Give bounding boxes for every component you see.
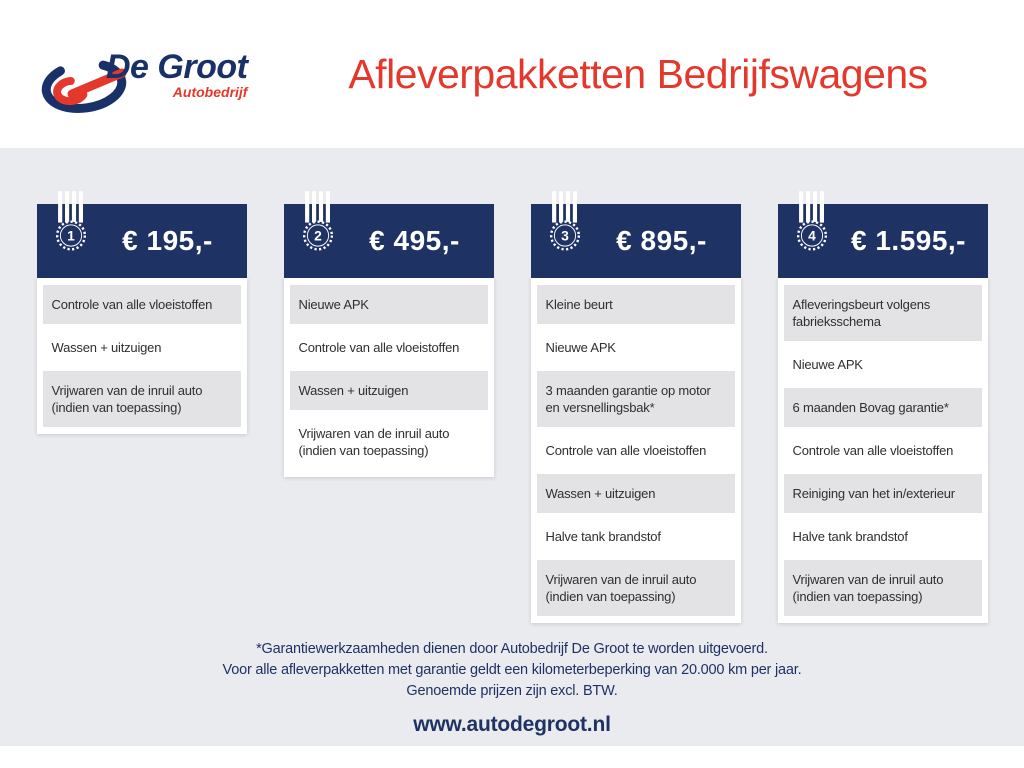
package-card-4 <box>778 204 988 623</box>
package-item: Controle van alle vloeistoffen <box>43 285 241 324</box>
package-item: Controle van alle vloeistoffen <box>784 431 982 470</box>
package-price: € 1.595,- <box>850 225 967 256</box>
package-card-2 <box>284 204 494 477</box>
medal-1-icon <box>47 191 95 256</box>
package-header-2 <box>284 204 494 278</box>
package-item: Halve tank brandstof <box>537 517 735 556</box>
package-header-1 <box>37 204 247 278</box>
svg-text:2: 2 <box>313 227 322 244</box>
package-columns <box>0 204 1024 623</box>
package-item: Vrijwaren van de inruil auto (indien van toepassing) <box>290 414 488 470</box>
package-item: Afleveringsbeurt volgens fabrieksschema <box>784 285 982 341</box>
package-card-3 <box>531 204 741 623</box>
bottom-strip <box>0 746 1024 768</box>
package-item: Nieuwe APK <box>537 328 735 367</box>
package-item: Controle van alle vloeistoffen <box>537 431 735 470</box>
package-item: Wassen + uitzuigen <box>537 474 735 513</box>
package-item: 6 maanden Bovag garantie* <box>784 388 982 427</box>
logo-company-name: De Groot <box>106 48 248 86</box>
package-items-4 <box>778 278 988 623</box>
package-price: € 495,- <box>369 225 460 256</box>
package-item: Reiniging van het in/exterieur <box>784 474 982 513</box>
package-item: Vrijwaren van de inruil auto (indien van toepassing) <box>537 560 735 616</box>
page-title: Afleverpakketten Bedrijfswagens <box>348 50 928 97</box>
package-items-1 <box>37 278 247 434</box>
content-band <box>0 148 1024 746</box>
package-item: Controle van alle vloeistoffen <box>290 328 488 367</box>
package-items-2 <box>284 278 494 477</box>
logo-subtitle: Autobedrijf <box>172 84 248 100</box>
package-item: Vrijwaren van de inruil auto (indien van toepassing) <box>784 560 982 616</box>
package-card-1 <box>37 204 247 434</box>
package-item: Kleine beurt <box>537 285 735 324</box>
package-item: Wassen + uitzuigen <box>43 328 241 367</box>
package-item: Halve tank brandstof <box>784 517 982 556</box>
medal-4-icon <box>788 191 836 256</box>
company-logo <box>40 34 270 114</box>
header <box>0 0 1024 148</box>
package-header-3 <box>531 204 741 278</box>
package-items-3 <box>531 278 741 623</box>
logo-text <box>106 48 247 100</box>
svg-text:3: 3 <box>560 227 569 244</box>
package-item: 3 maanden garantie op motor en versnellingsbak* <box>537 371 735 427</box>
disclaimer-line: *Garantiewerkzaamheden dienen door Autobedrijf De Groot te worden uitgevoerd. <box>256 641 768 657</box>
medal-3-icon <box>541 191 589 256</box>
package-price: € 195,- <box>122 225 213 256</box>
package-item: Nieuwe APK <box>784 345 982 384</box>
svg-text:4: 4 <box>807 227 816 244</box>
svg-text:1: 1 <box>66 227 75 244</box>
package-item: Wassen + uitzuigen <box>290 371 488 410</box>
disclaimer-line: Voor alle afleverpakketten met garantie geldt een kilometerbeperking van 20.000 km per jaar. <box>222 662 802 678</box>
disclaimer-line: Genoemde prijzen zijn excl. BTW. <box>406 683 618 699</box>
package-header-4 <box>778 204 988 278</box>
disclaimer-notes <box>0 639 1024 702</box>
package-item: Nieuwe APK <box>290 285 488 324</box>
package-item: Vrijwaren van de inruil auto (indien van toepassing) <box>43 371 241 427</box>
medal-2-icon <box>294 191 342 256</box>
website-link[interactable]: www.autodegroot.nl <box>413 713 611 736</box>
package-price: € 895,- <box>616 225 707 256</box>
